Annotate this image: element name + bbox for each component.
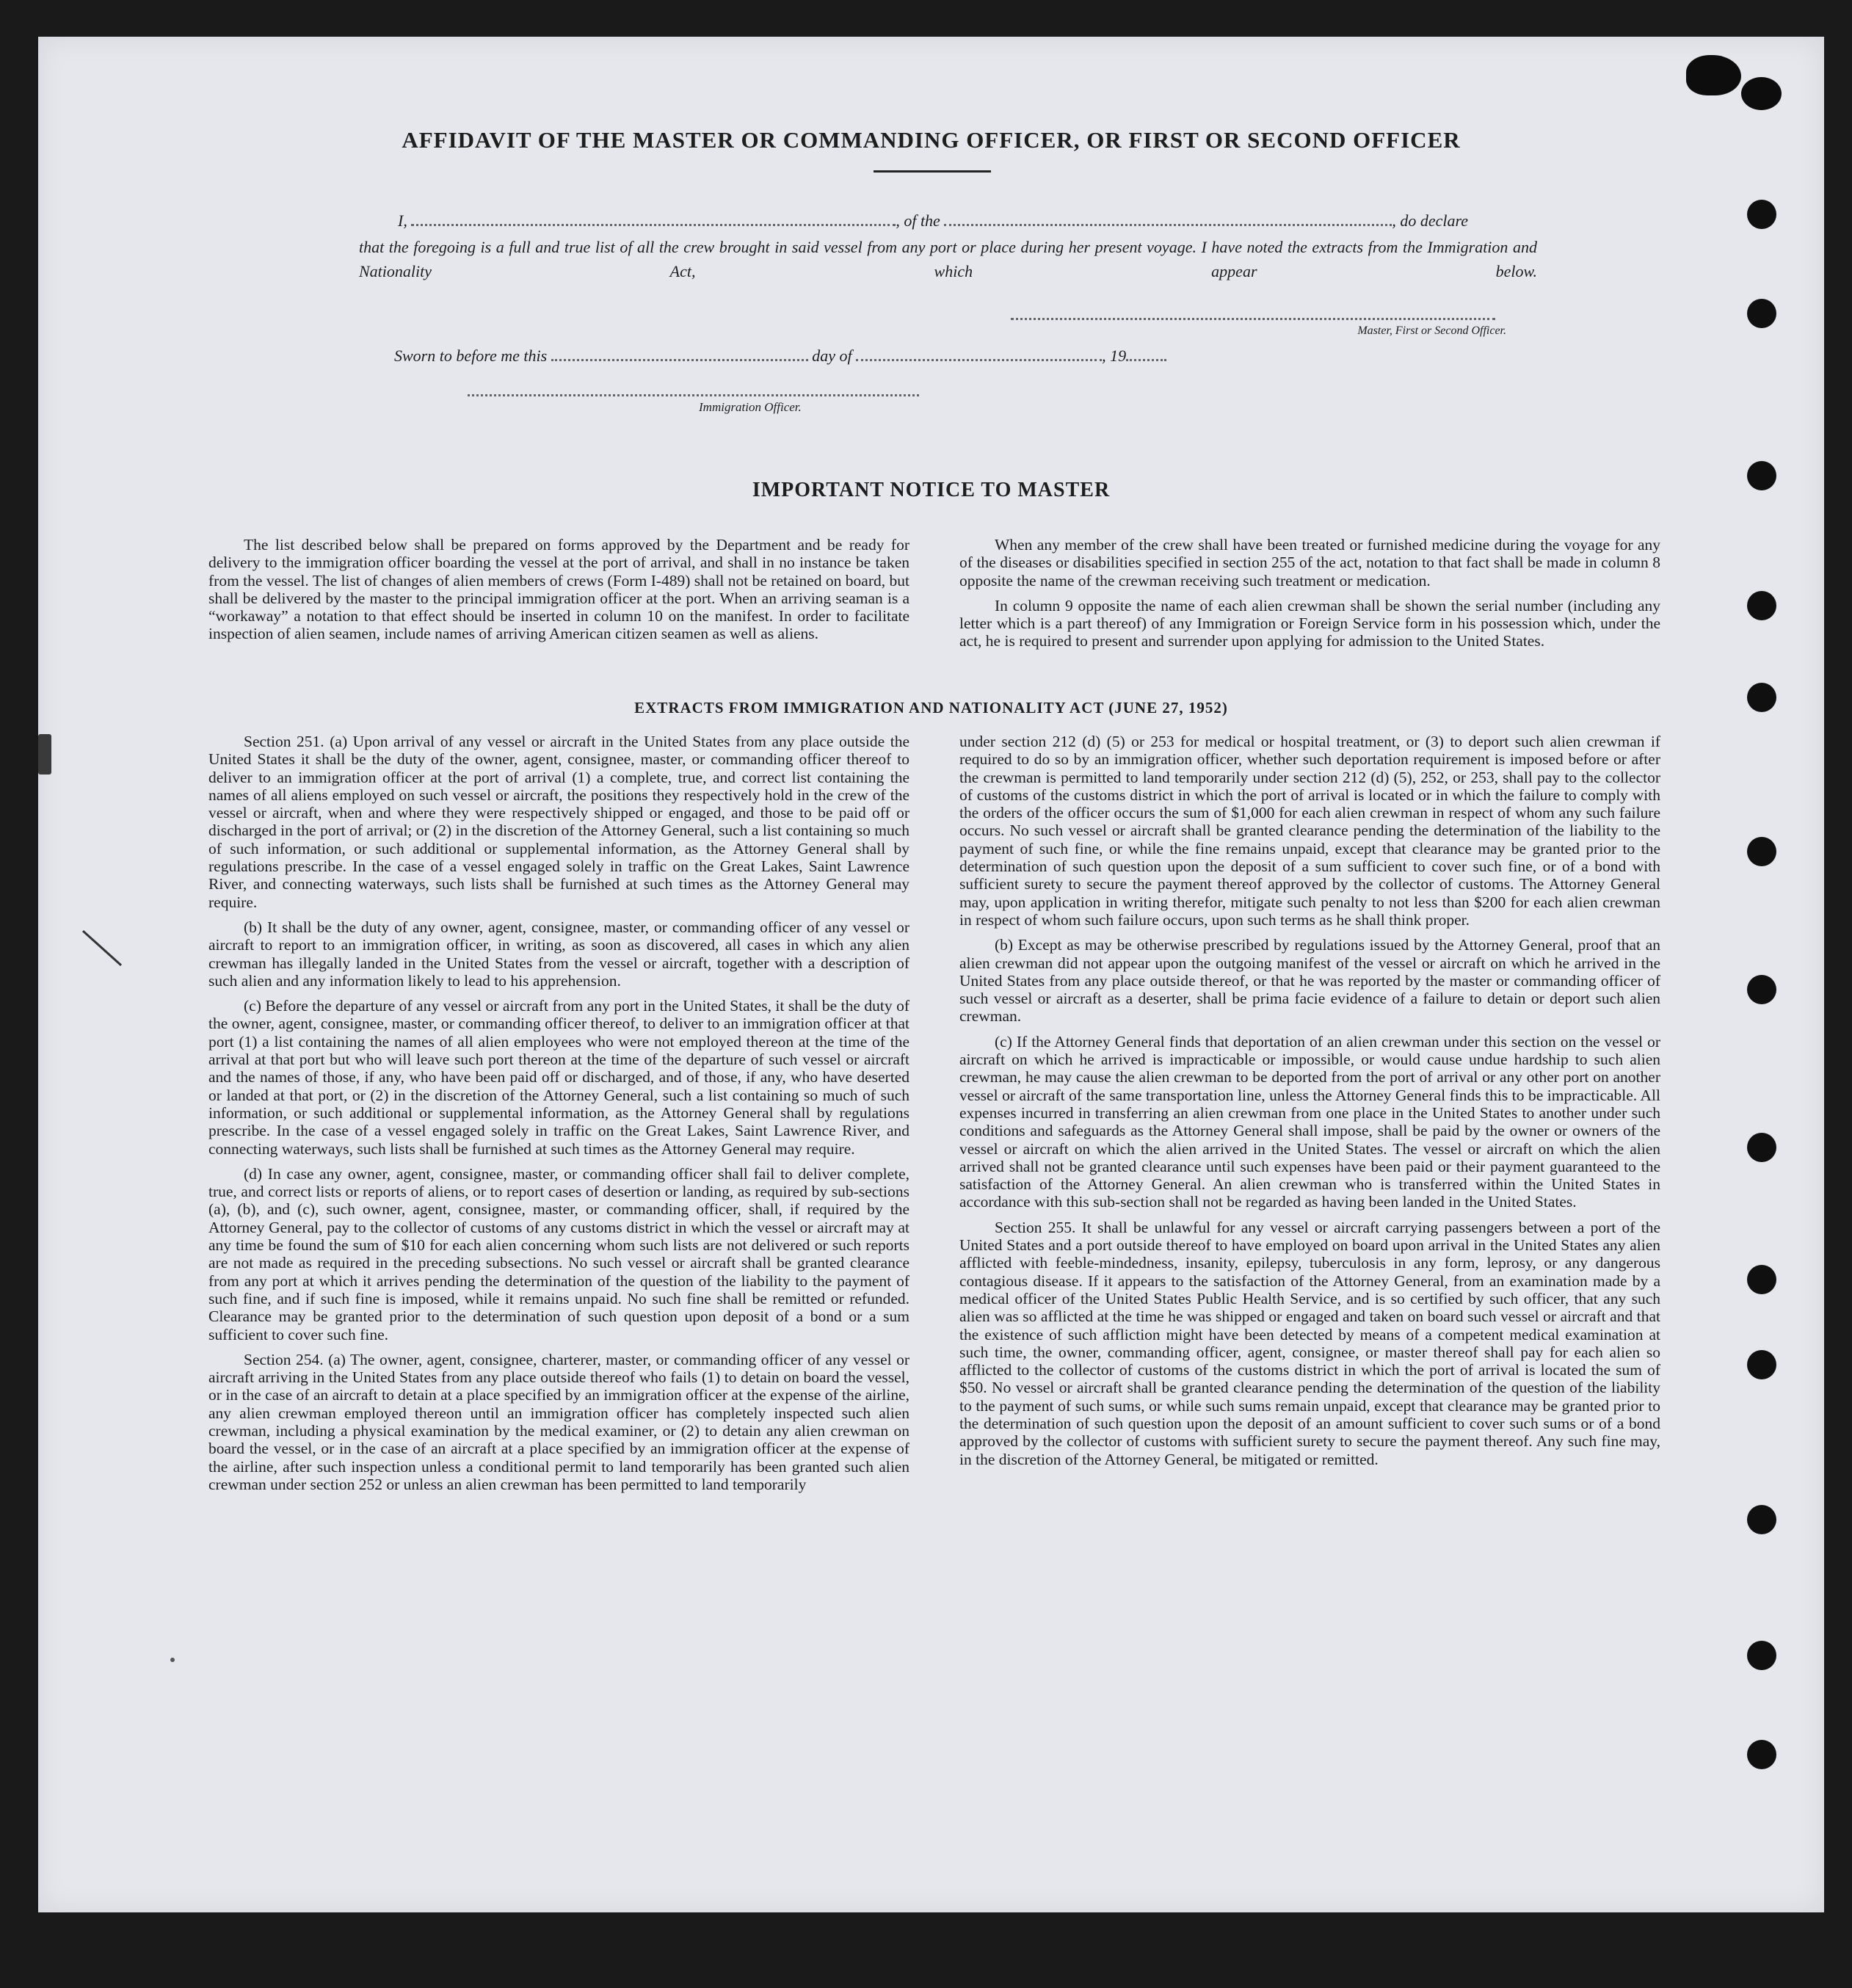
- section-251d-paragraph: (d) In case any owner, agent, consignee, master, or commanding officer shall fail to deliver complete, true, and correct lists or reports of aliens, or to report cases of desertion or landing, as required by sub-sections (a), (b), and (c), such owner, agent, consignee, master, or commanding officer, shall, if required by the Attorney General, pay to the collector of customs of any customs district in which the vessel or aircraft may at any time be found the sum of $10 for each alien concerning whom such lists are not delivered or such reports are not made as required in the preceding subsections. No such vessel or aircraft shall be granted clearance from any port at which it arrives pending the determination of the question of the liability to the payment of such fine, and if such fine is imposed, while it remains unpaid. No such fine shall be remitted or refunded. Clearance may be granted prior to the determination of such question upon deposit of a bond or a sum sufficient to cover such fine.: [208, 1164, 909, 1343]
- declarant-name-field[interactable]: [411, 224, 896, 226]
- master-signature-field[interactable]: [1011, 318, 1495, 320]
- immigration-officer-signature-field[interactable]: [468, 394, 919, 396]
- section-251a-paragraph: Section 251. (a) Upon arrival of any vessel or aircraft in the United States from any place outside the United States it shall be the duty of the owner, agent, consignee, master, or commanding officer thereof to deliver to an immigration officer at the port of arrival (1) a complete, true, and correct list containing the names of all aliens employed on such vessel or aircraft, the positions they respectively hold in the crew of the vessel or aircraft, when and where they were respectively shipped or engaged, and those to be paid off or discharged in the port of arrival; or (2) in the discretion of the Attorney General, such a list containing so much of such information, or such additional or supplemental information, as the Attorney General shall by regulations prescribe. In the case of a vessel engaged solely in traffic on the Great Lakes, Saint Lawrence River, and connecting waterways, such lists shall be furnished at such times as the Attorney General may require.: [208, 733, 909, 911]
- section-254b-paragraph: (b) Except as may be otherwise prescribed by regulations issued by the Attorney General, proof that an alien crewman did not appear upon the outgoing manifest of the vessel or aircraft on which he arrived in the United States from any place outside thereof, or that he was reported by the master or commanding officer of such vessel or aircraft as a deserter, shall be prima facie evidence of a failure to detain or deport such alien crewman.: [959, 936, 1660, 1026]
- corner-blot: [1686, 55, 1741, 95]
- sworn-day-field[interactable]: [551, 359, 808, 361]
- binder-hole: [1747, 1641, 1776, 1670]
- do-declare-label: , do declare: [1392, 211, 1468, 230]
- notice-right-column: [959, 536, 1660, 650]
- margin-mark: [38, 734, 51, 774]
- corner-blot: [1741, 77, 1782, 110]
- sworn-year-field[interactable]: [1126, 359, 1166, 361]
- notice-paragraph: When any member of the crew shall have been treated or furnished medicine during the voyage for any of the diseases or disabilities specified in section 255 of the act, notation to that fact shall be made in column 8 opposite the name of the crewman receiving such treatment or medication.: [959, 536, 1660, 589]
- vessel-name-field[interactable]: [944, 224, 1392, 226]
- extracts-left-column: [208, 733, 909, 1493]
- title-rule: [874, 170, 991, 173]
- binder-hole: [1747, 1740, 1776, 1769]
- binder-hole: [1747, 591, 1776, 620]
- binder-hole: [1747, 837, 1776, 866]
- binder-hole: [1747, 975, 1776, 1004]
- notice-left-column: [208, 536, 909, 643]
- declaration-i-label: I,: [398, 211, 407, 230]
- binder-hole: [1747, 1265, 1776, 1294]
- binder-hole: [1747, 1350, 1776, 1379]
- section-251b-paragraph: (b) It shall be the duty of any owner, agent, consignee, master, or commanding officer of any vessel or aircraft to report to an immigration officer, in writing, as soon as discovered, all cases in which any alien crewman has illegally landed in the United States from the vessel or aircraft, together with a description of such alien and any information likely to lead to his apprehension.: [208, 918, 909, 990]
- sworn-row: [394, 347, 1275, 366]
- notice-paragraph: The list described below shall be prepared on forms approved by the Department and be ready for delivery to the immigration officer boarding the vessel at the port of arrival, and shall in no instance be taken from the vessel. The list of changes of alien members of crews (Form I-489) shall not be retained on board, but shall be delivered by the master to the principal immigration officer at the port. When an arriving seaman is a “workaway” a notation to that effect should be inserted in column 10 on the manifest. In order to facilitate inspection of alien seamen, include names of arriving American citizen seamen as well as aliens.: [208, 536, 909, 643]
- binder-hole: [1747, 299, 1776, 328]
- margin-mark: [82, 930, 122, 966]
- section-254a-continued: under section 212 (d) (5) or 253 for medical or hospital treatment, or (3) to deport such alien crewman if required to do so by an immigration officer, whether such deportation requirement is imposed before or after the crewman is permitted to land temporarily under section 212 (d) (5), 252, or 253, shall pay to the collector of customs of the customs district in which the port of arrival is located or in which the failure to comply with the orders of the officer occurs the sum of $1,000 for each alien crewman in respect of whom any such failure occurs. No such vessel or aircraft shall be granted clearance pending the determination of the liability to the payment of such fine, or while the fine remains unpaid, except that clearance may be granted prior to the determination of such question upon the deposit of a sum sufficient to cover such fine, or of a bond with sufficient surety to secure the payment thereof approved by the collector of customs. The Attorney General may, upon application in writing therefor, mitigate such penalty to not less than $200 for each alien crewman in respect of whom such failure occurs, upon such terms as he shall think proper.: [959, 733, 1660, 929]
- binder-hole: [1747, 1133, 1776, 1162]
- notice-paragraph: In column 9 opposite the name of each alien crewman shall be shown the serial number (including any letter which is a part thereof) of any Immigration or Foreign Service form in his possession which, under the act, he is required to present and surrender upon applying for admission to the United States.: [959, 596, 1660, 650]
- master-signature-label: Master, First or Second Officer.: [1357, 324, 1506, 337]
- sworn-month-field[interactable]: [856, 359, 1102, 361]
- sworn-label: Sworn to before me this: [394, 347, 548, 365]
- document-page: [38, 37, 1824, 1912]
- section-255-paragraph: Section 255. It shall be unlawful for any vessel or aircraft carrying passengers between a port of the United States and a port outside thereof to have employed on board upon arrival in the United States any alien afflicted with feeble-mindedness, insanity, epilepsy, tuberculosis in any form, leprosy, or any dangerous contagious disease. If it appears to the satisfaction of the Attorney General, from an examination made by a medical officer of the United States Public Health Service, and is so certified by such officer, that any such alien was so afflicted at the time he was shipped or engaged and taken on board such vessel or aircraft and that the existence of such affliction might have been detected by means of a competent medical examination at such time, the owner, commanding officer, agent, consignee, or master thereof shall pay for each alien so afflicted to the collector of customs of the customs district in which the port of arrival is located the sum of $50. No vessel or aircraft shall be granted clearance pending the determination of the question of the liability to the payment of such sums, or while such sums remain unpaid, except that clearance may be granted prior to the determination of such question upon the deposit of an amount sufficient to cover such sums or of a bond approved by the collector of customs with sufficient surety to secure the payment thereof. Any such fine may, in the discretion of the Attorney General, be mitigated or remitted.: [959, 1218, 1660, 1468]
- immigration-officer-label: Immigration Officer.: [699, 400, 802, 414]
- affidavit-title: AFFIDAVIT OF THE MASTER OR COMMANDING OFFICER, OR FIRST OR SECOND OFFICER: [402, 127, 1461, 153]
- declaration-row: [398, 211, 1536, 231]
- section-254a-paragraph: Section 254. (a) The owner, agent, consignee, charterer, master, or commanding officer of any vessel or aircraft arriving in the United States from any place outside thereof who fails (1) to detain on board the vessel, or in the case of an aircraft to detain at a place specified by an immigration officer at the expense of the airline, any alien crewman employed thereon until an immigration officer has completely inspected such alien crewman, including a physical examination by the medical examiner, or (2) to detain any alien crewman on board the vessel, or in the case of an aircraft at a place specified by an immigration officer at the expense of the airline, after such inspection unless a conditional permit to land temporarily has been granted such alien crewman under section 252 or unless an alien crewman has been permitted to land temporarily: [208, 1350, 909, 1493]
- binder-hole: [1747, 1505, 1776, 1534]
- margin-mark: [170, 1658, 175, 1662]
- extracts-title: EXTRACTS FROM IMMIGRATION AND NATIONALITY ACT (JUNE 27, 1952): [634, 699, 1228, 717]
- declaration-text: that the foregoing is a full and true list of all the crew brought in said vessel from any port or place during her present voyage. I have noted the extracts from the Immigration and Nationality Act, which appear below.: [359, 238, 1537, 280]
- day-of-label: day of: [812, 347, 852, 365]
- year-prefix-label: , 19: [1102, 347, 1127, 365]
- of-the-label: , of the: [896, 211, 940, 230]
- extracts-right-column: [959, 733, 1660, 1468]
- binder-hole: [1747, 200, 1776, 229]
- notice-title: IMPORTANT NOTICE TO MASTER: [752, 479, 1111, 501]
- section-254c-paragraph: (c) If the Attorney General finds that deportation of an alien crewman under this section on the vessel or aircraft on which he arrived is impracticable or impossible, or would cause undue hardship to such alien crewman, he may cause the alien crewman to be deported from the port of arrival or any other port on another vessel or aircraft of the same transportation line, unless the Attorney General finds this to be impracticable. All expenses incurred in transferring an alien crewman from one place in the United States to another under such conditions and safeguards as the Attorney General shall impose, shall be paid by the owner or owners of the vessel or aircraft on which the alien arrived in the United States. The vessel or aircraft on which the alien arrived shall not be granted clearance until such expenses have been paid or their payment guaranteed to the satisfaction of the Attorney General. An alien crewman who is transferred within the United States in accordance with this sub-section shall not be regarded as having been landed in the United States.: [959, 1032, 1660, 1211]
- section-251c-paragraph: (c) Before the departure of any vessel or aircraft from any port in the United States, it shall be the duty of the owner, agent, consignee, master, or commanding officer thereof, to deliver to an immigration officer at that port (1) a list containing the names of all alien employees who were not employed thereon at the time of the arrival at that port but who will leave such port thereon at the time of the departure of such vessel or aircraft and the names of those, if any, who have been paid off or discharged, and of those, if any, who have deserted or landed at that port, or (2) in the discretion of the Attorney General, such a list containing so much of such information, or such additional or supplemental information, as the Attorney General shall by regulations prescribe. In the case of a vessel engaged solely in traffic on the Great Lakes, Saint Lawrence River, and connecting waterways, such lists shall be furnished at such times as the Attorney General may require.: [208, 997, 909, 1158]
